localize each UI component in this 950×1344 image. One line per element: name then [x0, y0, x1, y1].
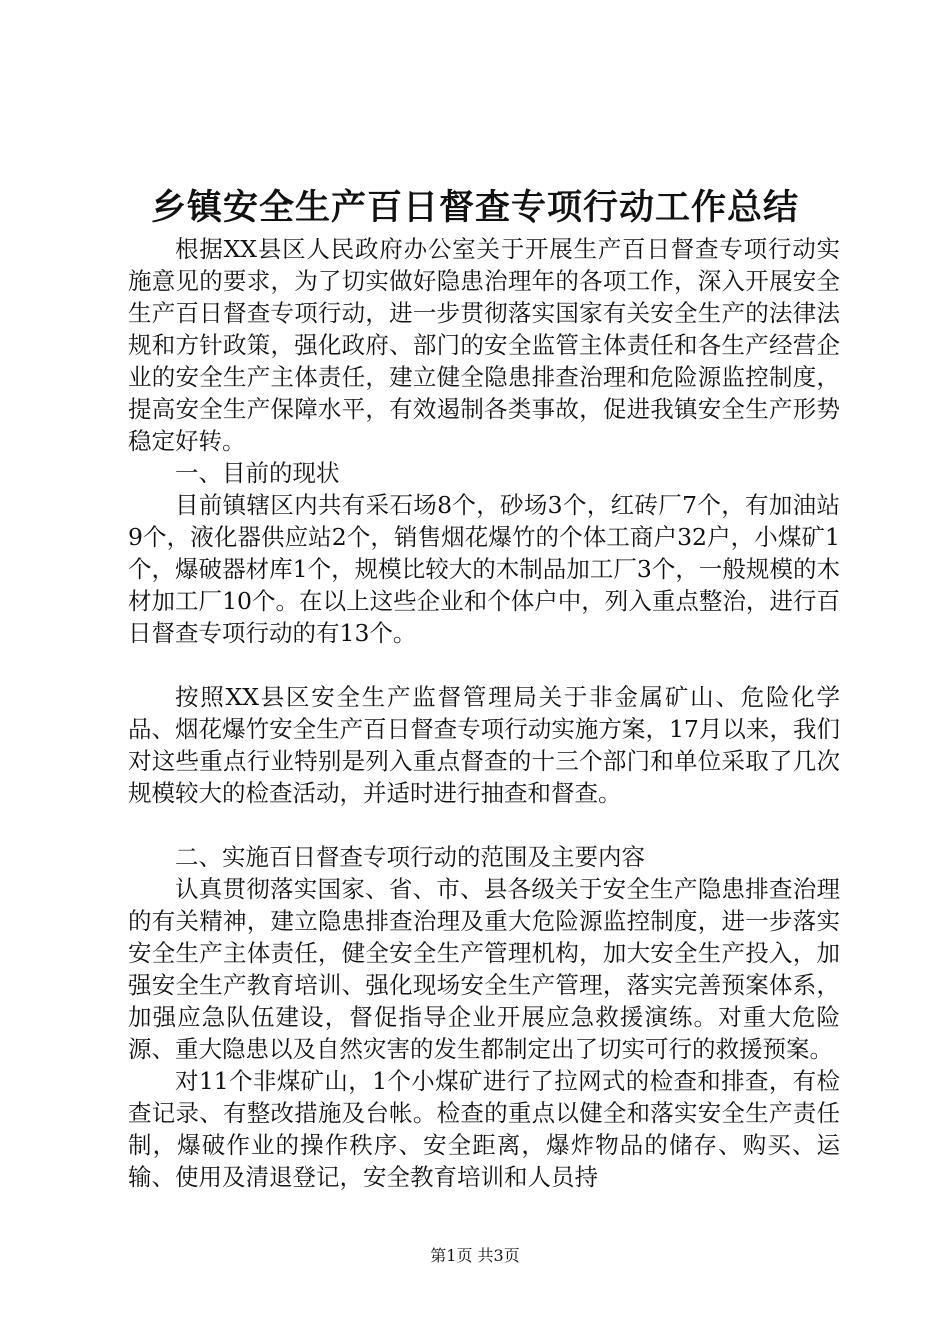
paragraph-spacer — [128, 809, 840, 841]
paragraph-intro: 根据XX县区人民政府办公室关于开展生产百日督查专项行动实施意见的要求，为了切实做好隐患治理年的各项工作，深入开展安全生产百日督查专项行动，进一步贯彻落实国家有关安全生产的法律法规和方针政策，强化政府、部门的安全监管主体责任和各生产经营企业的安全生产主体责任，建立健全隐患排查治理和危险源监控制度，提高安全生产保障水平，有效遏制各类事故，促进我镇安全生产形势稳定好转。 — [128, 235, 840, 455]
page-footer: 第1页 共3页 — [430, 1246, 520, 1265]
paragraph-inspection-plan: 按照XX县区安全生产监督管理局关于非金属矿山、危险化学品、烟花爆竹安全生产百日督查专项行动实施方案，17月以来，我们对这些重点行业特别是列入重点督查的十三个部门和单位采取了几次规模较大的检查活动，并适时进行抽查和督查。 — [128, 683, 840, 807]
section-heading-scope: 二、实施百日督查专项行动的范围及主要内容 — [175, 843, 645, 871]
paragraph-spacer — [128, 649, 840, 681]
paragraph-current-status: 目前镇辖区内共有采石场8个，砂场3个，红砖厂7个，有加油站9个，液化器供应站2个，销售烟花爆竹的个体工商户32户，小煤矿1个，爆破器材库1个，规模比较大的木制品加工厂3个，一般规模的木材加工厂10个。在以上这些企业和个体户中，列入重点整治，进行百日督查专项行动的有13个。 — [128, 491, 840, 647]
paragraph-scope: 认真贯彻落实国家、省、市、县各级关于安全生产隐患排查治理的有关精神，建立隐患排查治理及重大危险源监控制度，进一步落实安全生产主体责任，健全安全生产管理机构，加大安全生产投入，加强安全生产教育培训、强化现场安全生产管理，落实完善预案体系，加强应急队伍建设，督促指导企业开展应急救援演练。对重大危险源、重大隐患以及自然灾害的发生都制定出了切实可行的救援预案。 — [128, 875, 840, 1063]
section-heading-current-status: 一、目前的现状 — [175, 459, 340, 487]
document-title: 乡镇安全生产百日督查专项行动工作总结 — [150, 187, 799, 228]
document-body — [128, 233, 840, 1193]
paragraph-mine-inspection: 对11个非煤矿山，1个小煤矿进行了拉网式的检查和排查，有检查记录、有整改措施及台帐。检查的重点以健全和落实安全生产责任制，爆破作业的操作秩序、安全距离，爆炸物品的储存、购买、运输、使用及清退登记，安全教育培训和人员持 — [128, 1067, 840, 1191]
